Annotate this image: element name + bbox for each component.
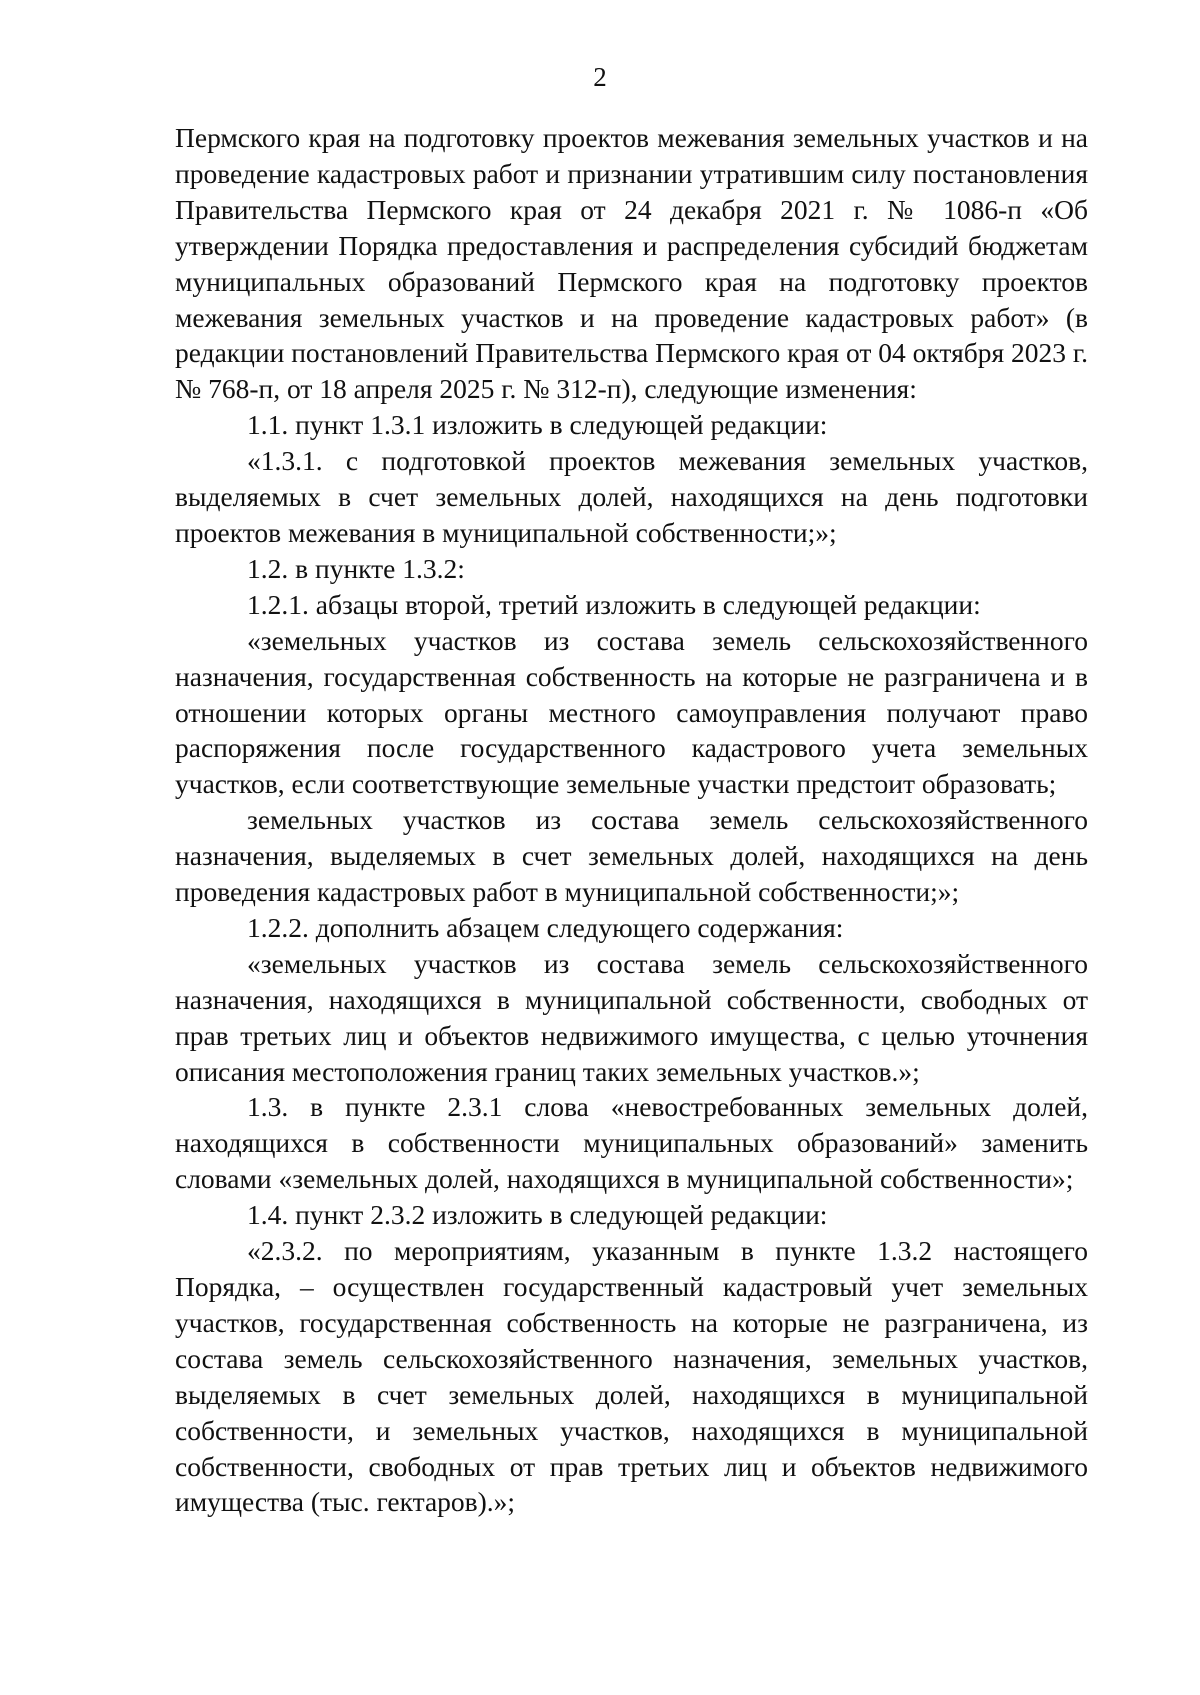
paragraph-8: 1.2.2. дополнить абзацем следующего содержания: [247, 911, 844, 943]
paragraph-6: «земельных участков из состава земель сельскохозяйственного назначения, государственная собственность на которые не разграничена и в отношении которых органы местного самоуправления получают право распоряжения после государственного кадастрового учета земельных участков, если соответствующие земельные участки предстоит образовать; [175, 624, 1088, 800]
paragraph-10: 1.3. в пункте 2.3.1 слова «невостребованных земельных долей, находящихся в собственности муниципальных образований» заменить словами «земельных долей, находящихся в муниципальной собственности»; [175, 1091, 1088, 1195]
paragraph-7: земельных участков из состава земель сельскохозяйственного назначения, выделяемых в счет земельных долей, находящихся на день проведения кадастровых работ в муниципальной собственности;»; [175, 804, 1088, 908]
paragraph-5: 1.2.1. абзацы второй, третий изложить в следующей редакции: [247, 588, 981, 620]
paragraph-12: «2.3.2. по мероприятиям, указанным в пункте 1.3.2 настоящего Порядка, – осуществлен государственный кадастровый учет земельных участков, государственная собственность на которые не разграничена, из состава земель сельскохозяйственного назначения, земельных участков, выделяемых в счет земельных долей, находящихся в муниципальной собственности, и земельных участков, находящихся в муниципальной собственности, свободных от прав третьих лиц и объектов недвижимого имущества (тыс. гектаров).»; [175, 1235, 1088, 1518]
page-number: 2 [593, 62, 607, 92]
paragraph-4: 1.2. в пункте 1.3.2: [247, 552, 465, 584]
paragraph-1: Пермского края на подготовку проектов межевания земельных участков и на проведение кадастровых работ и признании утратившим силу постановления Правительства Пермского края от 24 декабря 2021 г. № 1086-п «Об утверждении Порядка предоставления и распределения субсидий бюджетам муниципальных образований Пермского края на подготовку проектов межевания земельных участков и на проведение кадастровых работ» (в редакции постановлений Правительства Пермского края от 04 октября 2023 г. № 768-п, от 18 апреля 2025 г. № 312-п), следующие изменения: [175, 122, 1088, 405]
paragraph-9: «земельных участков из состава земель сельскохозяйственного назначения, находящихся в муниципальной собственности, свободных от прав третьих лиц и объектов недвижимого имущества, с целью уточнения описания местоположения границ таких земельных участков.»; [175, 947, 1088, 1087]
document-body [175, 120, 1088, 1520]
paragraph-3: «1.3.1. с подготовкой проектов межевания земельных участков, выделяемых в счет земельных долей, находящихся на день подготовки проектов межевания в муниципальной собственности;»; [175, 445, 1088, 548]
paragraph-11: 1.4. пункт 2.3.2 изложить в следующей редакции: [247, 1199, 828, 1231]
paragraph-2: 1.1. пункт 1.3.1 изложить в следующей редакции: [247, 409, 828, 441]
